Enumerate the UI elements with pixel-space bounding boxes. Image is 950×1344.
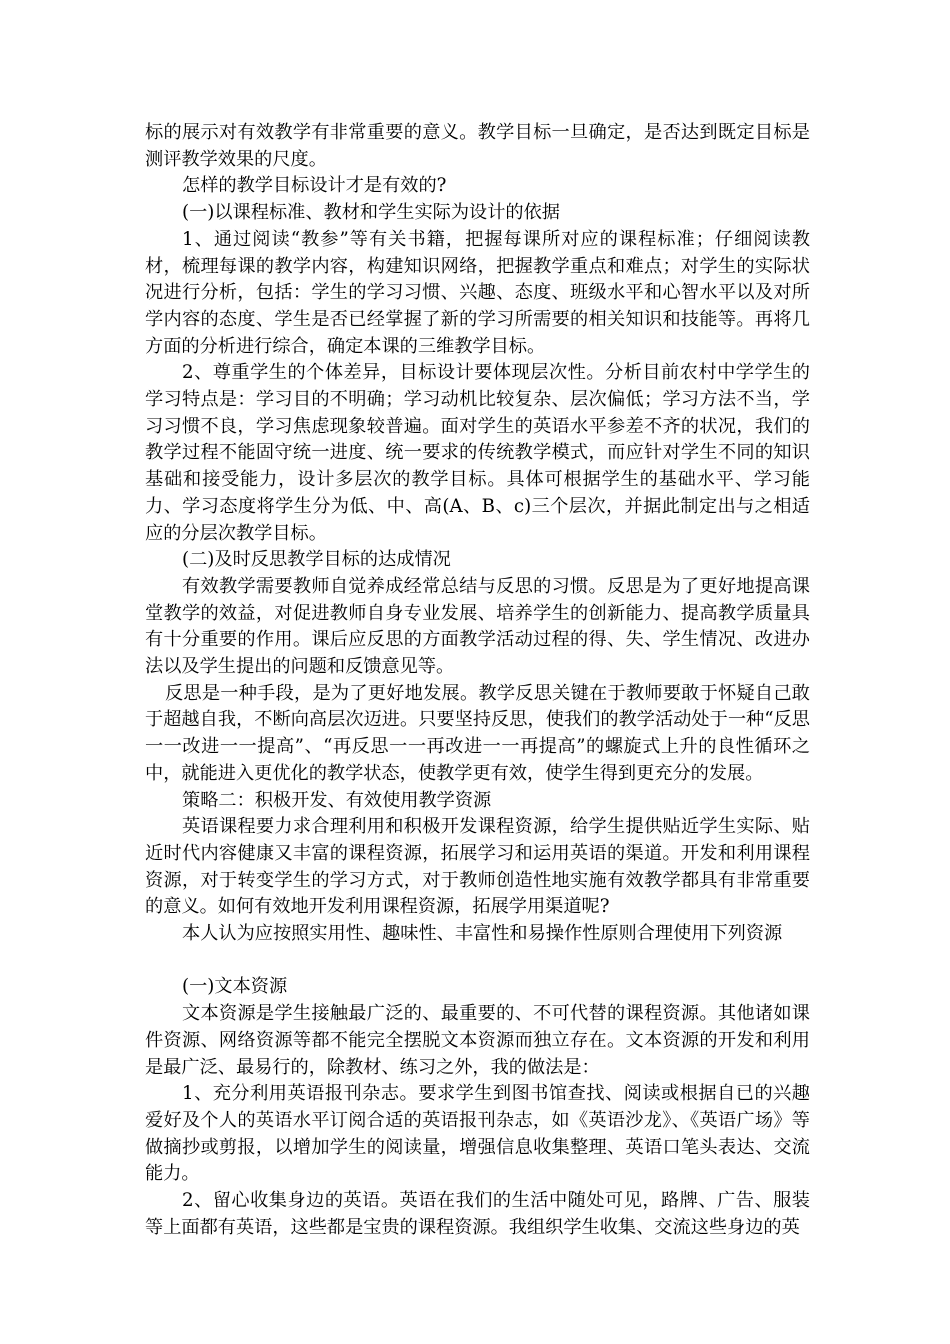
section-heading-1: (一)以课程标准、教材和学生实际为设计的依据 (182, 202, 560, 224)
paragraph-point-1: 1、通过阅读“教参”等有关书籍，把握每课所对应的课程标准；仔细阅读教材，梳理每课的教学内容，构建知识网络，把握教学重点和难点；对学生的实际状况进行分析，包括：学生的学习习惯、兴趣、态度、班级水平和心智水平以及对所学内容的态度、学生是否已经掌握了新的学习所需要的相关知识和技能等。再将几方面的分析进行综合，确定本课的三维教学目标。 (145, 228, 810, 357)
paragraph-resources: 英语课程要力求合理利用和积极开发课程资源，给学生提供贴近学生实际、贴近时代内容健康又丰富的课程资源，拓展学习和运用英语的渠道。开发和利用课程资源，对于转变学生的学习方式，对于教师创造性地实施有效教学都具有非常重要的意义。如何有效地开发利用课程资源，拓展学用渠道呢? (145, 816, 810, 918)
section-heading-2: (二)及时反思教学目标的达成情况 (182, 549, 451, 571)
strategy-heading: 策略二：积极开发、有效使用教学资源 (182, 789, 492, 811)
paragraph-question: 怎样的教学目标设计才是有效的? (182, 175, 447, 197)
paragraph-reflection-means: 反思是一种手段，是为了更好地发展。教学反思关键在于教师要敢于怀疑自己敢于超越自我，不断向高层次迈进。只要坚持反思，使我们的教学活动处于一种“反思一一改进一一提高”、“再反思一一再改进一一再提高”的螺旋式上升的良性循环之中，就能进入更优化的教学状态，使教学更有效，使学生得到更充分的发展。 (145, 682, 810, 784)
paragraph-reflection: 有效教学需要教师自觉养成经常总结与反思的习惯。反思是为了更好地提高课堂教学的效益，对促进教师自身专业发展、培养学生的创新能力、提高教学质量具有十分重要的作用。课后应反思的方面教学活动过程的得、失、学生情况、改进办法以及学生提出的问题和反馈意见等。 (145, 575, 810, 678)
blank-line (145, 948, 810, 975)
section-heading-text-resources: (一)文本资源 (182, 976, 288, 998)
document-page (145, 120, 810, 1242)
paragraph-newspapers: 1、充分利用英语报刊杂志。要求学生到图书馆查找、阅读或根据自已的兴趣爱好及个人的英语水平订阅合适的英语报刊杂志，如《英语沙龙》、《英语广场》等做摘抄或剪报，以增加学生的阅读量，增强信息收集整理、英语口笔头表达、交流能力。 (145, 1083, 810, 1185)
paragraph-everyday-english: 2、留心收集身边的英语。英语在我们的生活中随处可见，路牌、广告、服装等上面都有英语，这些都是宝贵的课程资源。我组织学生收集、交流这些身边的英 (145, 1190, 810, 1238)
paragraph-continuation: 标的展示对有效教学有非常重要的意义。教学目标一旦确定，是否达到既定目标是测评教学效果的尺度。 (145, 122, 810, 170)
paragraph-principles: 本人认为应按照实用性、趣味性、丰富性和易操作性原则合理使用下列资源 (182, 923, 783, 945)
paragraph-point-2: 2、尊重学生的个体差异，目标设计要体现层次性。分析目前农村中学学生的学习特点是：学习目的不明确；学习动机比较复杂、层次偏低；学习方法不当，学习习惯不良，学习焦虑现象较普遍。面对学生的英语水平参差不齐的状况，我们的教学过程不能固守统一进度、统一要求的传统教学模式，而应针对学生不同的知识基础和接受能力，设计多层次的教学目标。具体可根据学生的基础水平、学习能力、学习态度将学生分为低、中、高(A、B、c)三个层次，并据此制定出与之相适应的分层次教学目标。 (145, 362, 810, 544)
paragraph-text-resources: 文本资源是学生接触最广泛的、最重要的、不可代替的课程资源。其他诸如课件资源、网络资源等都不能完全摆脱文本资源而独立存在。文本资源的开发和利用是最广泛、最易行的，除教材、练习之外，我的做法是： (145, 1003, 810, 1078)
